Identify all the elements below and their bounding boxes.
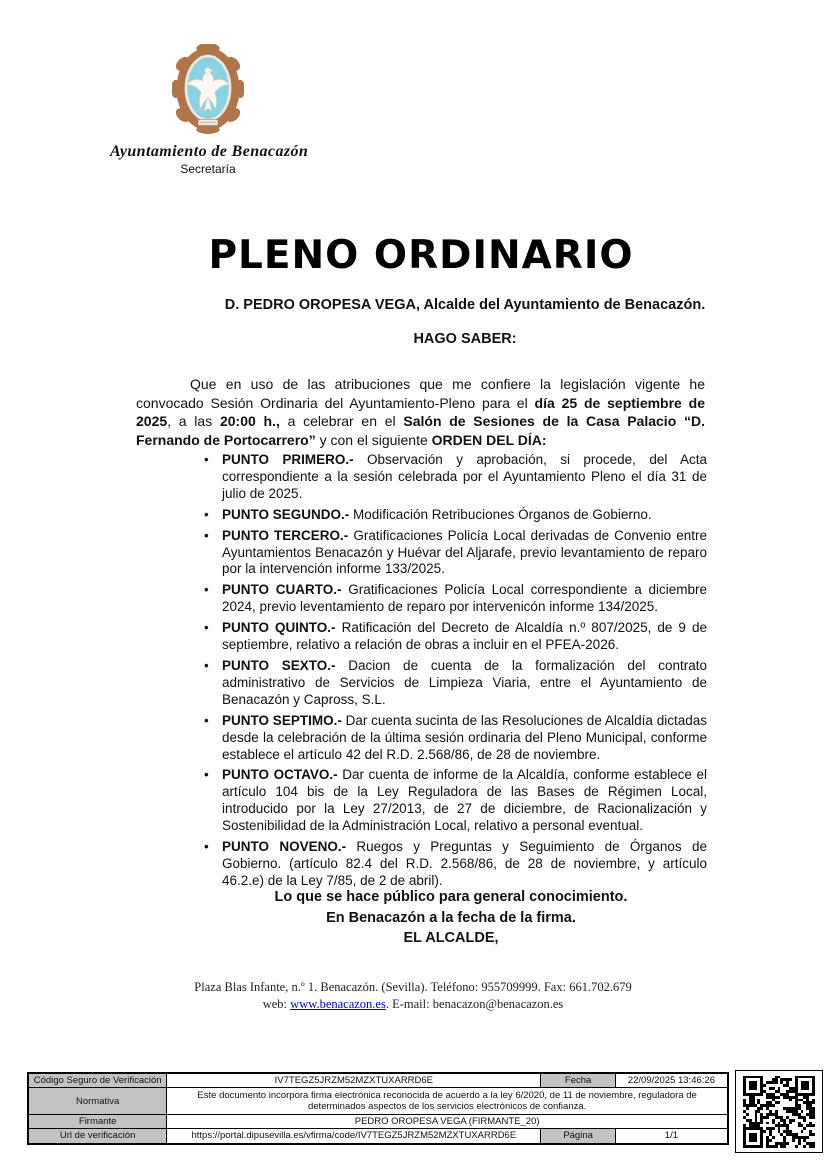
verification-table [27,1072,729,1145]
agenda-item-text: Dar cuenta de informe de la Alcaldía, conforme establece el artículo 104 bis de la Ley Reguladora de las Bases de Régimen Local, introducido por la Ley 27/2013, de 27 de diciembre, de Racionalización y Sostenibilidad de la Administración Local, relativo a personal eventual. [222,767,707,834]
agenda-item-text: Ruegos y Preguntas y Seguimiento de Órganos de Gobierno. (artículo 82.4 del R.D. 2.568/86, de 28 de noviembre, y artículo 46.2.e) de la Ley 7/85, de 2 de abril). [222,839,708,888]
url-label: Url de verificación [28,1129,167,1144]
agenda-list [204,452,707,894]
bullet-icon: • [204,506,209,522]
agenda-item-text: Modificación Retribuciones Órganos de Gobierno. [349,506,652,522]
agenda-item-text: Gratificaciones Policía Local derivadas de Convenio entre Ayuntamientos Benacazón y Huévar del Aljarafe, previo levantamiento de reparo por la intervención informe 133/2025. [222,527,707,577]
bullet-icon: • [204,657,209,673]
agenda-item-label: PUNTO SEPTIMO.- [222,712,342,728]
firmante-value: PEDRO OROPESA VEGA (FIRMANTE_20) [167,1115,728,1129]
agenda-item [204,767,707,835]
agenda-item-label: PUNTO SEXTO.- [222,657,336,673]
pagina-label: Página [541,1129,615,1144]
bullet-icon: • [204,452,209,467]
normativa-label: Normativa [28,1088,167,1115]
agenda-item [204,839,707,890]
agenda-item [204,620,707,654]
agenda-item [204,528,707,579]
pagina-value: 1/1 [615,1129,728,1144]
agenda-item-label: PUNTO CUARTO.- [222,582,342,598]
closing-line-1: Lo que se hace público para general conocimiento. [274,889,628,905]
agenda-item [204,713,707,764]
web-label: web: [262,997,291,1011]
firmante-label: Firmante [28,1115,167,1129]
agenda-item [204,452,707,503]
mayor-line: D. PEDRO OROPESA VEGA, Alcalde del Ayuntamiento de Benacazón. [224,297,706,313]
document-header [110,44,309,176]
qr-box [735,1070,823,1153]
csv-value: IV7TEGZ5JRZM52MZXTUXARRD6E [167,1073,541,1088]
municipal-seal-logo [172,44,244,134]
agenda-item [204,507,707,524]
bullet-icon: • [204,620,209,636]
csv-label: Código Seguro de Verificación [28,1073,167,1088]
agenda-item-label: PUNTO OCTAVO.- [222,767,338,783]
footer-address [63,979,763,1013]
agenda-item-text: Dar cuenta sucinta de las Resoluciones de Alcaldía dictadas desde la celebración de la última sesión ordinaria del Pleno Municipal, conforme establece el artículo 42 del R.D. 2.568/86, de 28 de noviembre. [222,712,707,762]
agenda-item-label: PUNTO PRIMERO.- [222,452,354,467]
agenda-item [204,582,707,616]
bullet-icon: • [204,712,209,728]
fecha-value: 22/09/2025 13:46:26 [615,1073,728,1088]
agenda-item-text: Dacion de cuenta de la formalización del contrato administrativo de Servicios de Limpieza Viaria, entre el Ayuntamiento de Benacazón y Capross, S.L. [222,657,707,707]
agenda-item-text: Ratificación del Decreto de Alcaldía n.º 807/2025, de 9 de septiembre, relativo a relación de obras a incluir en el PFEA-2026. [222,620,707,653]
address-line: Plaza Blas Infante, n.º 1. Benacazón. (Sevilla). Teléfono: 955709999. Fax: 661.702.679 [194,980,632,994]
salutation: HAGO SABER: [413,331,517,347]
page-title: PLENO ORDINARIO [208,233,634,278]
agenda-item-label: PUNTO QUINTO.- [222,620,336,636]
closing-line-3: EL ALCALDE, [403,930,499,946]
email-label: . E-mail: [385,997,433,1011]
contact-line [63,996,763,1013]
agenda-item-label: PUNTO NOVENO.- [222,839,347,855]
agenda-item [204,658,707,709]
org-department: Secretaría [180,162,236,176]
agenda-item-text: Gratificaciones Policía Local correspondiente a diciembre 2024, previo leventamiento de reparo por intervenicón informe 134/2025. [222,582,707,615]
email-address: benacazon@benacazon.es [432,997,564,1011]
agenda-item-label: PUNTO SEGUNDO.- [222,506,350,522]
fecha-label: Fecha [541,1073,615,1088]
agenda-item-label: PUNTO TERCERO.- [222,527,349,543]
normativa-text: Este documento incorpora firma electrónica reconocida de acuerdo a la ley 6/2020, de 11 de noviembre, reguladora de determinados aspectos de los servicios electrónicos de confianza. [167,1088,728,1115]
website-link[interactable]: www.benacazon.es [290,997,386,1011]
closing-line-2: En Benacazón a la fecha de la firma. [326,909,576,926]
bullet-icon: • [204,839,209,855]
closing-block [136,887,736,949]
agenda-item-text: Observación y aprobación, si procede, del Acta correspondiente a la sesión celebrada por el Ayuntamiento Pleno el día 31 de julio de 2025. [222,452,707,501]
bullet-icon: • [204,767,209,783]
org-name: Ayuntamiento de Benacazón [110,143,309,160]
bullet-icon: • [204,527,209,543]
qr-code-icon [743,1076,815,1148]
bullet-icon: • [204,582,209,598]
url-value: https://portal.dipusevilla.es/vfirma/code/IV7TEGZ5JRZM52MZXTUXARRD6E [167,1129,541,1144]
intro-paragraph: Que en uso de las atribuciones que me confiere la legislación vigente he convocado Sesión Ordinaria del Ayuntamiento-Pleno para el día 25 de septiembre de 2025, a las 20:00 h., a celebrar en el Salón de Sesiones de la Casa Palacio “D. Fernando de Portocarrero” y con el siguiente ORDEN DEL DÍA: [136,376,706,448]
